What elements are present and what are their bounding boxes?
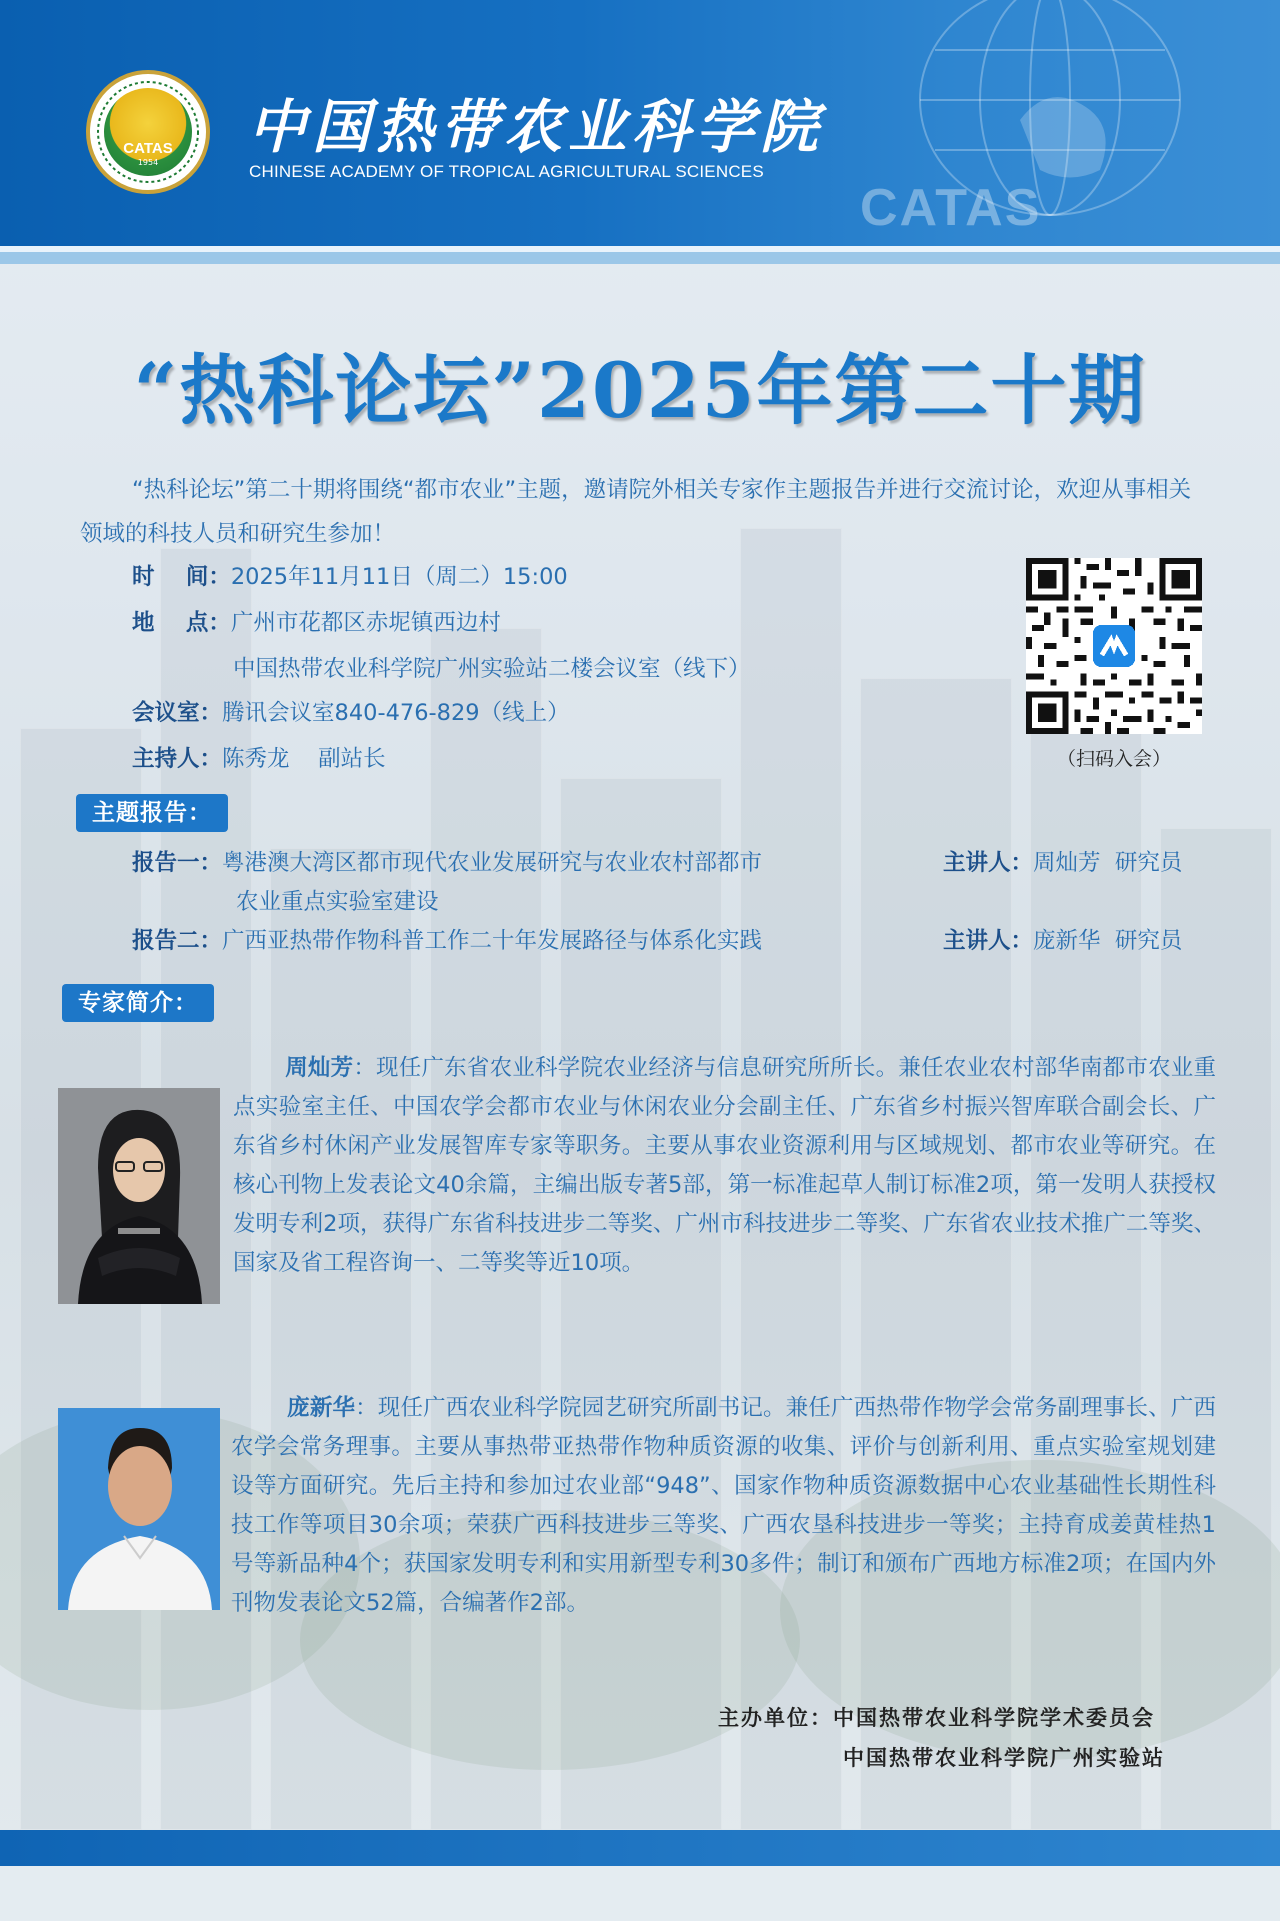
- catas-logo: [86, 70, 210, 194]
- footer-band: [0, 1866, 1280, 1921]
- expert-1-bio: [233, 1049, 1216, 1283]
- header-banner: [0, 0, 1280, 252]
- institute-name-en: CHINESE ACADEMY OF TROPICAL AGRICULTURAL SCIENCES: [249, 162, 764, 181]
- organizer-row-1: [718, 1702, 1155, 1732]
- meeting-row: [132, 698, 570, 728]
- expert-2-bio: [231, 1389, 1216, 1623]
- footer-bar: [0, 1830, 1280, 1866]
- expert-1-photo: [58, 1088, 220, 1304]
- report-1-title-row-2: [236, 887, 439, 917]
- expert-2-name: 庞新华: [287, 1395, 356, 1421]
- expert-1-bio-text: ：现任广东省农业科学院农业经济与信息研究所所长。兼任农业农村部华南都市农业重点实验室主任、中国农学会都市农业与休闲农业分会副主任、广东省乡村振兴智库联合副会长、广东省乡村休闲产业发展智库专家等职务。主要从事农业资源利用与区域规划、都市农业等研究。在核心刊物上发表论文40余篇，主编出版专著5部，第一标准起草人制订标准2项，第一发明人获授权发明专利2项，获得广东省科技进步二等奖、广州市科技进步二等奖、广东省农业技术推广二等奖、国家及省工程咨询一、二等奖等近10项。: [233, 1055, 1216, 1276]
- report-1-label-row: [132, 848, 762, 878]
- meeting-value: 腾讯会议室840-476-829（线上）: [222, 700, 570, 726]
- header-divider: [0, 252, 1280, 264]
- report-1-label: 报告一：: [132, 850, 223, 876]
- time-label: 时 间：: [132, 564, 231, 590]
- logo-year: 1954: [137, 158, 159, 167]
- qr-caption: （扫码入会）: [1056, 748, 1171, 770]
- organizer-1: 中国热带农业科学院学术委员会: [833, 1706, 1155, 1730]
- report-1-title-1: 粤港澳大湾区都市现代农业发展研究与农业农村部都市: [222, 850, 763, 876]
- host-row: [132, 744, 386, 774]
- time-value: 2025年11月11日（周二）15:00: [230, 564, 568, 590]
- experts-heading: 专家简介：: [62, 984, 214, 1022]
- report-1-speaker: 周灿芳 研究员: [1033, 850, 1183, 876]
- report-2-label-row: [132, 926, 762, 956]
- meeting-label: 会议室：: [132, 700, 223, 726]
- place-label: 地 点：: [132, 610, 231, 636]
- organizer-row-2: [843, 1742, 1165, 1772]
- host-label: 主持人：: [132, 746, 223, 772]
- expert-1-name: 周灿芳: [285, 1055, 354, 1081]
- place-value-1: 广州市花都区赤坭镇西边村: [230, 610, 501, 636]
- intro-text: “热科论坛”第二十期将围绕“都市农业”主题，邀请院外相关专家作主题报告并进行交流讨论，欢迎从事相关领域的科技人员和研究生参加！: [80, 477, 1192, 547]
- time-row: [132, 562, 568, 592]
- place-value-2: 中国热带农业科学院广州实验站二楼会议室（线下）: [233, 656, 751, 682]
- report-1-title-2: 农业重点实验室建设: [236, 889, 439, 915]
- organizer-2: 中国热带农业科学院广州实验站: [843, 1746, 1165, 1770]
- logo-text: CATAS: [123, 140, 173, 157]
- organizer-label: 主办单位：: [718, 1706, 833, 1730]
- page-title: “热科论坛”2025年第二十期: [133, 346, 1147, 435]
- report-1-speaker-label: 主讲人：: [943, 850, 1034, 876]
- expert-2-photo: [58, 1408, 220, 1610]
- qr-code-icon[interactable]: [1026, 558, 1202, 734]
- expert-2-bio-text: ：现任广西农业科学院园艺研究所副书记。兼任广西热带作物学会常务副理事长、广西农学会常务理事。主要从事热带亚热带作物种质资源的收集、评价与创新利用、重点实验室规划建设等方面研究。先后主持和参加过农业部“948”、国家作物种质资源数据中心农业基础性长期性科技工作等项目30余项；荣获广西科技进步三等奖、广西农垦科技进步一等奖；主持育成姜黄桂热1号等新品种4个；获国家发明专利和实用新型专利30多件；制订和颁布广西地方标准2项；在国内外刊物发表论文52篇，合编著作2部。: [231, 1395, 1216, 1616]
- reports-heading: 主题报告：: [76, 794, 228, 832]
- report-2-title-1: 广西亚热带作物科普工作二十年发展路径与体系化实践: [222, 928, 763, 954]
- report-2-speaker-label: 主讲人：: [943, 928, 1034, 954]
- report-2-speaker-row: [943, 926, 1182, 956]
- report-1-speaker-row: [943, 848, 1182, 878]
- institute-name-cn: 中国热带农业科学院: [248, 93, 825, 161]
- report-2-speaker: 庞新华 研究员: [1033, 928, 1183, 954]
- host-value: 陈秀龙 副站长: [222, 746, 386, 772]
- place-row-2: [233, 654, 751, 684]
- report-2-label: 报告二：: [132, 928, 223, 954]
- catas-watermark: CATAS: [860, 179, 1042, 237]
- place-row: [132, 608, 501, 638]
- intro-paragraph: [80, 468, 1210, 556]
